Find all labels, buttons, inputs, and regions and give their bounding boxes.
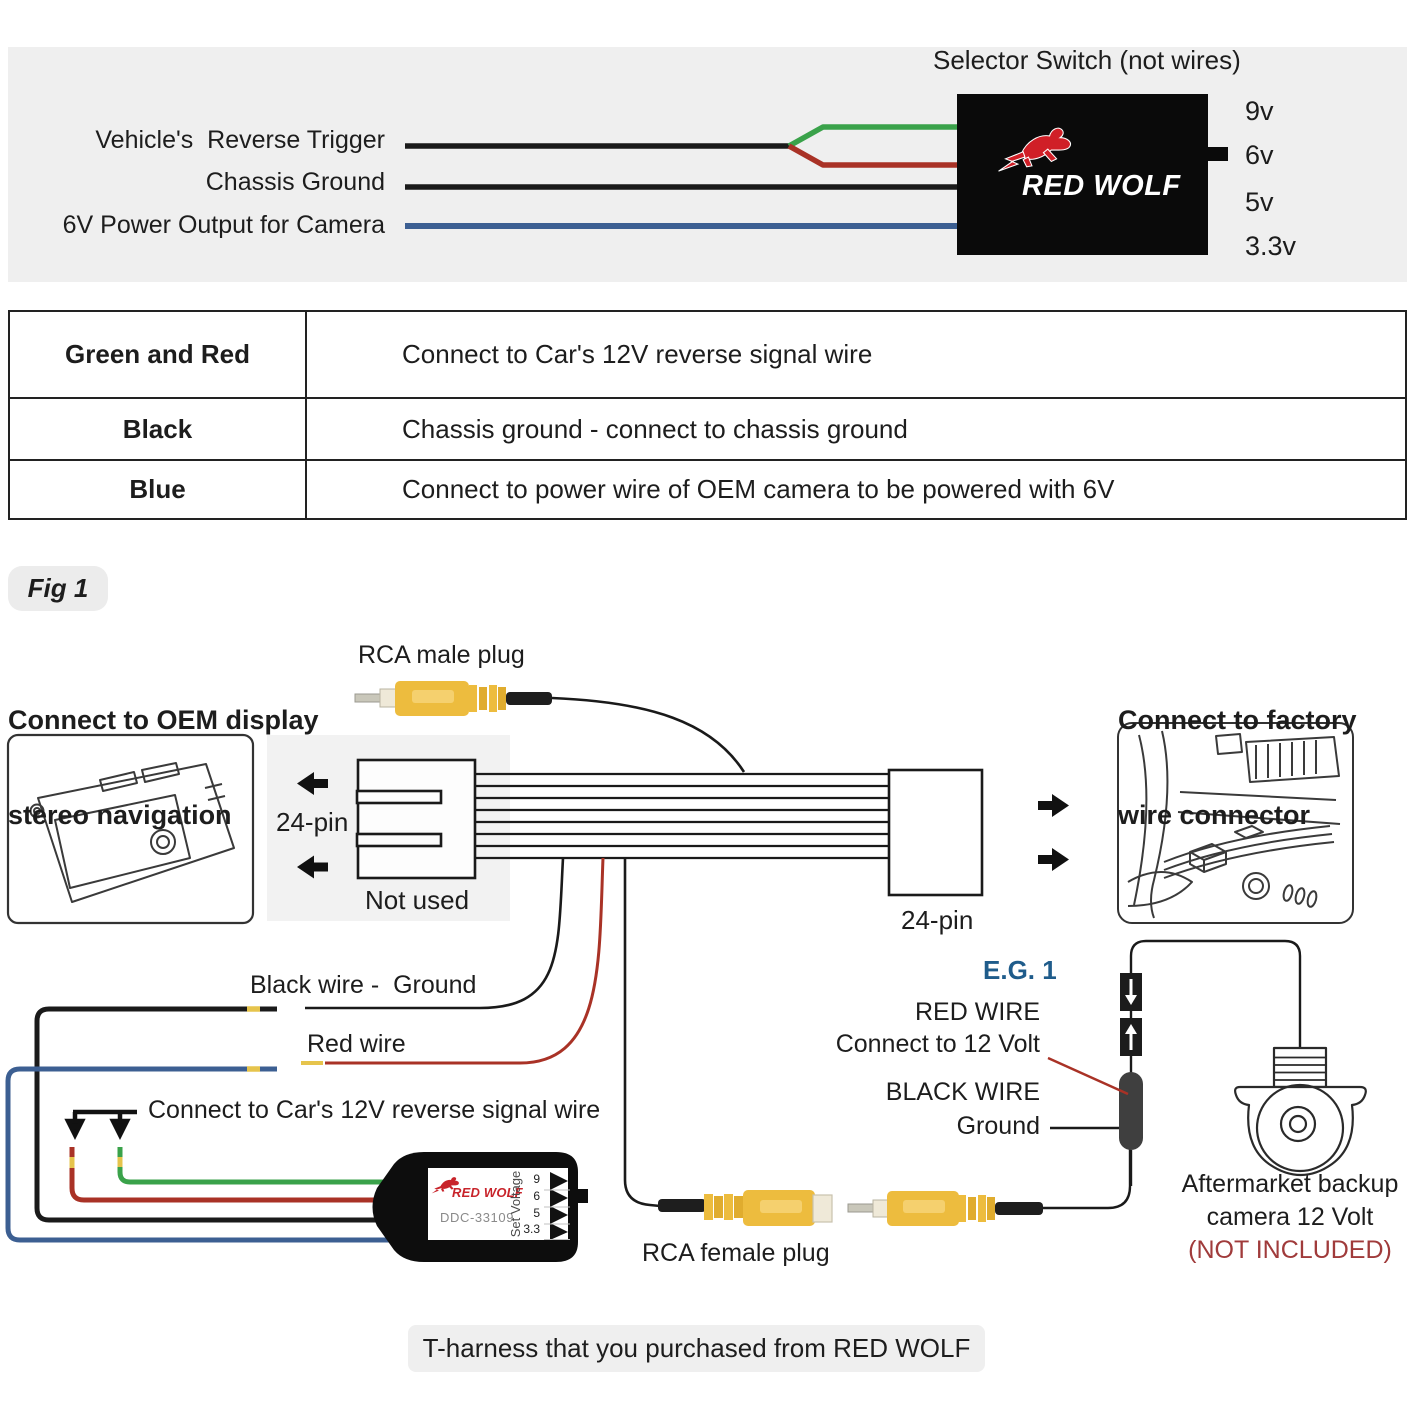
red-wire-label: Red wire xyxy=(307,1030,406,1058)
figure-tag-text: Fig 1 xyxy=(27,573,89,603)
device-brand-text: RED WOLF xyxy=(452,1185,523,1200)
inline-connector-up xyxy=(1120,1018,1142,1056)
voltage-option-9v: 9v xyxy=(1245,96,1274,126)
voltage-option-5v: 5v xyxy=(1245,187,1274,217)
camera-caption-line1: Aftermarket backup xyxy=(1181,1170,1399,1198)
red-callout-leader xyxy=(1048,1058,1128,1094)
backup-camera-illustration xyxy=(1235,1048,1366,1175)
right-arrow-icon xyxy=(1038,794,1069,817)
rca-female-plug xyxy=(658,1190,832,1226)
left-24pin-connector xyxy=(357,760,475,878)
rca-male-plug-bottom xyxy=(848,1149,1130,1226)
factory-connector-label xyxy=(1118,641,1357,896)
right-24pin-label: 24-pin xyxy=(901,905,974,935)
reverse-trigger-wire xyxy=(405,127,958,165)
black-wire-ground-label: Black wire - Ground xyxy=(250,971,477,999)
chassis-ground-label: Chassis Ground xyxy=(205,168,385,196)
inline-connector-down xyxy=(1120,973,1142,1011)
device-option-3-3: 3.3 xyxy=(523,1222,540,1236)
oem-display-label-line1: Connect to OEM display xyxy=(8,704,319,735)
rca-female-cable xyxy=(625,858,660,1206)
figure-tag xyxy=(8,566,108,611)
black-wire-callout-line2: Ground xyxy=(956,1112,1040,1140)
camera-caption-line2: camera 12 Volt xyxy=(1206,1203,1374,1231)
wire-color-table xyxy=(8,310,1407,520)
wire-description-cell: Connect to Car's 12V reverse signal wire xyxy=(402,339,873,369)
device-model-text: DDC-33109 xyxy=(440,1210,515,1225)
black-wire-callout-line1: BLACK WIRE xyxy=(885,1078,1040,1106)
table-row xyxy=(10,312,1405,397)
rca-female-plug-label: RCA female plug xyxy=(642,1239,830,1267)
voltage-option-6v: 6v xyxy=(1245,140,1274,170)
voltage-device xyxy=(373,1152,589,1262)
example-tag: E.G. 1 xyxy=(983,955,1057,985)
footer-note-text: T-harness that you purchased from RED WOLF xyxy=(422,1333,971,1363)
wire-description-cell: Connect to power wire of OEM camera to be powered with 6V xyxy=(402,474,1115,504)
wire-color-cell: Green and Red xyxy=(10,312,307,397)
inline-splice-sleeve xyxy=(1119,1072,1143,1150)
factory-connector-label-line2: wire connector xyxy=(1118,800,1311,831)
red-stub-wire xyxy=(72,1147,410,1200)
oem-display-label xyxy=(8,641,319,896)
device-option-6: 6 xyxy=(533,1189,540,1203)
oem-display-label-line2: stereo navigation xyxy=(8,800,232,831)
table-row xyxy=(10,459,1405,518)
device-option-9: 9 xyxy=(533,1172,540,1186)
red-wolf-logo-text: RED WOLF xyxy=(1022,170,1181,202)
rca-male-plug-top xyxy=(355,681,744,772)
wire-description-cell: Chassis ground - connect to chassis ground xyxy=(402,413,908,444)
device-set-voltage-label: Set Voltage xyxy=(508,1170,523,1238)
reverse-signal-bracket xyxy=(68,1112,137,1135)
wire-color-cell: Blue xyxy=(10,461,307,518)
red-wire-callout-line2: Connect to 12 Volt xyxy=(835,1030,1040,1058)
factory-connector-label-line1: Connect to factory xyxy=(1118,704,1357,735)
camera-caption-not-included: (NOT INCLUDED) xyxy=(1188,1236,1392,1264)
red-wire-callout-line1: RED WIRE xyxy=(915,998,1040,1026)
table-row xyxy=(10,397,1405,459)
right-arrow-icon xyxy=(1038,848,1069,871)
camera-power-label: 6V Power Output for Camera xyxy=(62,211,385,239)
reverse-trigger-label: Vehicle's Reverse Trigger xyxy=(95,126,385,154)
selector-title: Selector Switch (not wires) xyxy=(933,45,1241,75)
not-used-label: Not used xyxy=(365,885,470,915)
reverse-signal-label: Connect to Car's 12V reverse signal wire xyxy=(148,1096,601,1124)
voltage-option-3-3v: 3.3v xyxy=(1245,231,1297,261)
green-stub-wire xyxy=(120,1147,410,1182)
right-24pin-connector xyxy=(889,770,982,895)
rca-male-plug-label: RCA male plug xyxy=(358,641,525,669)
footer-note xyxy=(408,1325,985,1372)
device-option-5: 5 xyxy=(533,1206,540,1220)
wire-color-cell: Black xyxy=(10,399,307,459)
blue-wire-run xyxy=(8,1069,400,1240)
selector-switch-tab xyxy=(1208,147,1228,161)
left-24pin-label: 24-pin xyxy=(276,807,349,837)
harness-bundle xyxy=(475,774,889,858)
